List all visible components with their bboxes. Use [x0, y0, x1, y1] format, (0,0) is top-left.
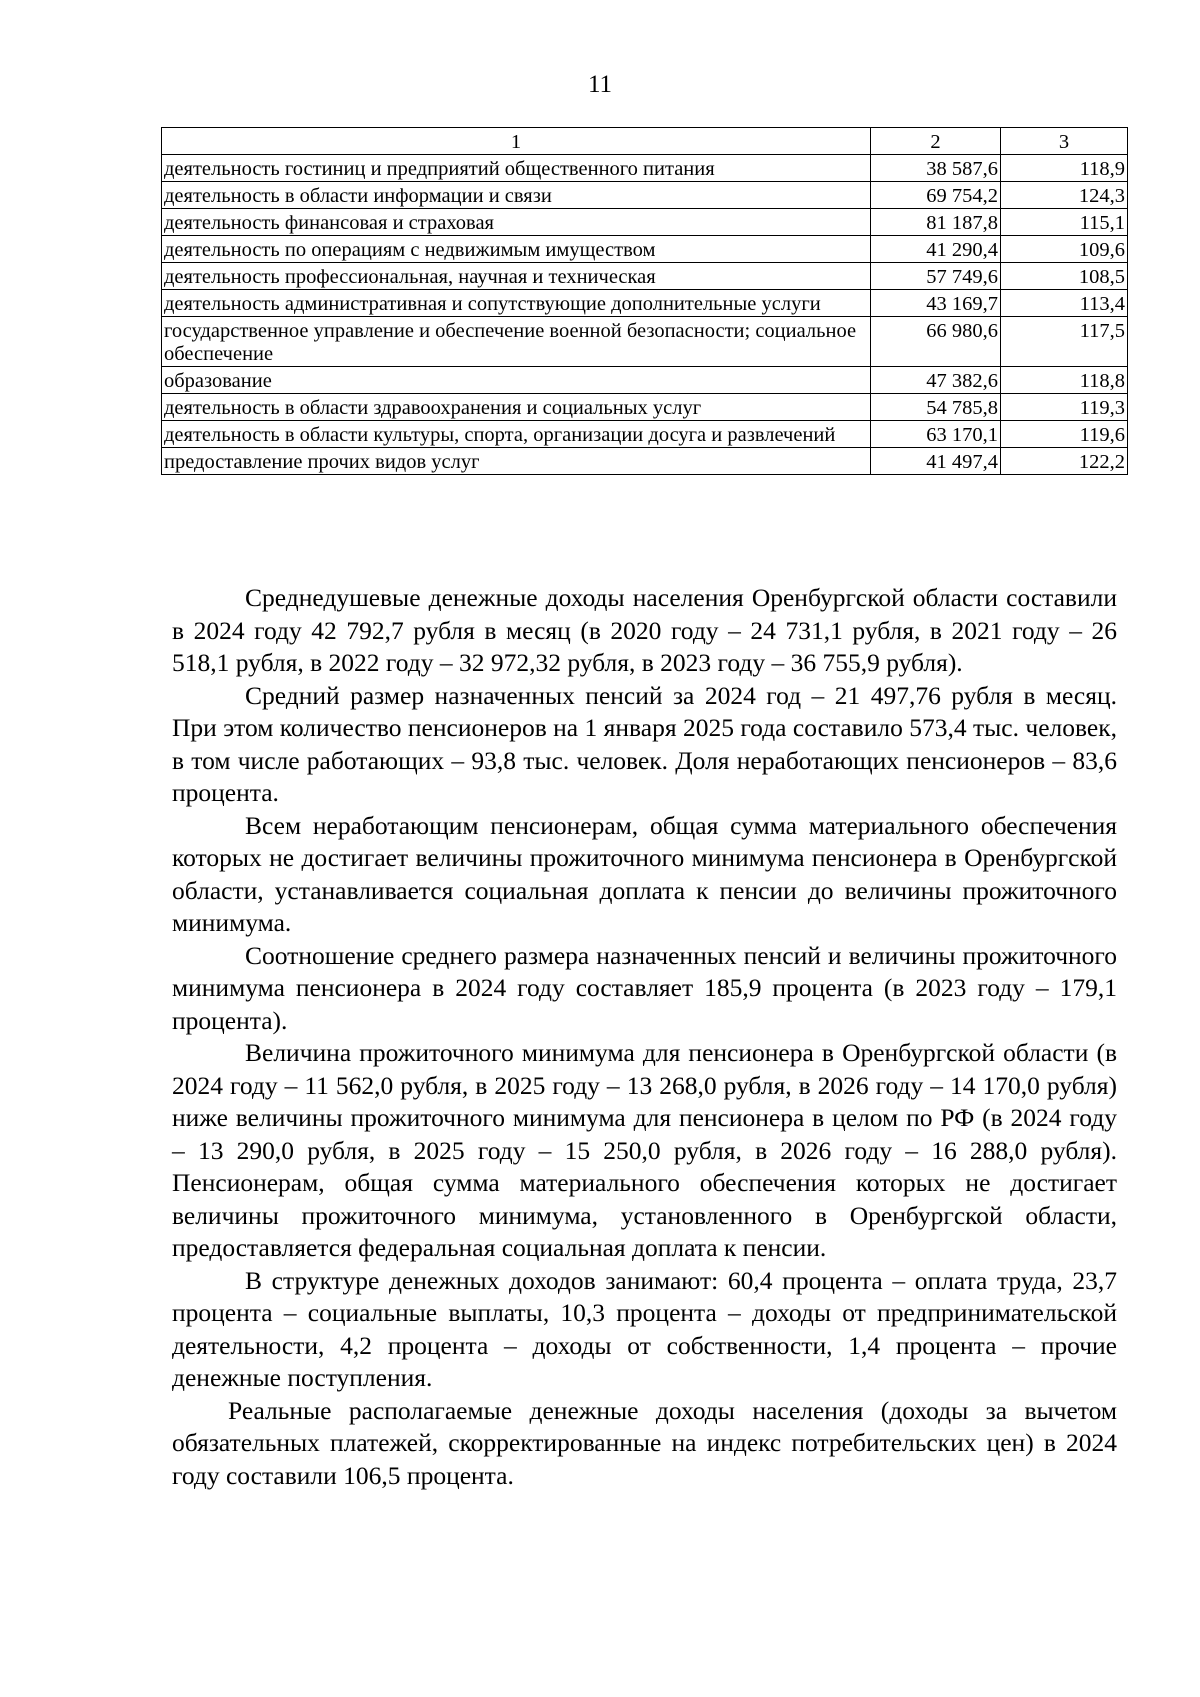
paragraph: В структуре денежных доходов занимают: 60,4 процента – оплата труда, 23,7 процента – социальные выплаты, 10,3 процента – доходы от предпринимательской деятельности, 4,2 процента – доходы от собственности, 1,4 процента – прочие денежные поступления. [172, 1265, 1117, 1392]
activity-label: деятельность в области культуры, спорта, организации досуга и развлечений [162, 421, 871, 448]
table-header-row [162, 128, 1128, 155]
paragraph: Всем неработающим пенсионерам, общая сумма материального обеспечения которых не достигает величины прожиточного минимума пенсионера в Оренбургской области, устанавливается социальная доплата к пенсии до величины прожиточного минимума. [172, 810, 1117, 937]
activity-label: предоставление прочих видов услуг [162, 448, 871, 475]
activity-label: деятельность профессиональная, научная и техническая [162, 263, 871, 290]
index-cell: 119,3 [1001, 394, 1128, 421]
paragraph: Величина прожиточного минимума для пенсионера в Оренбургской области (в 2024 году – 11 562,0 рубля, в 2025 году – 13 268,0 рубля, в 2026 году – 14 170,0 рубля) ниже величины прожиточного минимума для пенсионера в целом по РФ (в 2024 году – 13 290,0 рубля, в 2025 году – 15 250,0 рубля, в 2026 году – 16 288,0 рубля). Пенсионерам, общая сумма материального обеспечения которых не достигает величины прожиточного минимума, установленного в Оренбургской области, предоставляется федеральная социальная доплата к пенсии. [172, 1038, 1117, 1262]
table-row [162, 367, 1128, 394]
value-cell: 63 170,1 [871, 421, 1001, 448]
column-header: 1 [162, 128, 871, 155]
value-cell: 69 754,2 [871, 182, 1001, 209]
table-row [162, 155, 1128, 182]
paragraph: Средний размер назначенных пенсий за 2024 год – 21 497,76 рубля в месяц. При этом количество пенсионеров на 1 января 2025 года составило 573,4 тыс. человек, в том числе работающих – 93,8 тыс. человек. Доля неработающих пенсионеров – 83,6 процента. [172, 680, 1117, 807]
paragraph: Соотношение среднего размера назначенных пенсий и величины прожиточного минимума пенсионера в 2024 году составляет 185,9 процента (в 2023 году – 179,1 процента). [172, 940, 1117, 1035]
table-row [162, 290, 1128, 317]
value-cell: 81 187,8 [871, 209, 1001, 236]
activity-label: деятельность по операциям с недвижимым имуществом [162, 236, 871, 263]
value-cell: 54 785,8 [871, 394, 1001, 421]
activity-label: деятельность гостиниц и предприятий общественного питания [162, 155, 871, 182]
value-cell: 41 290,4 [871, 236, 1001, 263]
activity-label: деятельность финансовая и страховая [162, 209, 871, 236]
activity-label: образование [162, 367, 871, 394]
table-row [162, 236, 1128, 263]
value-cell: 43 169,7 [871, 290, 1001, 317]
table-row [162, 182, 1128, 209]
table-row [162, 317, 1128, 367]
index-cell: 119,6 [1001, 421, 1128, 448]
table-row [162, 263, 1128, 290]
body-text [172, 582, 1117, 1492]
column-header: 2 [871, 128, 1001, 155]
value-cell: 66 980,6 [871, 317, 1001, 367]
paragraph: Среднедушевые денежные доходы населения Оренбургской области составили в 2024 году 42 792,7 рубля в месяц (в 2020 году – 24 731,1 рубля, в 2021 году – 26 518,1 рубля, в 2022 году – 32 972,32 рубля, в 2023 году – 36 755,9 рубля). [172, 583, 1117, 677]
table-row [162, 448, 1128, 475]
index-cell: 109,6 [1001, 236, 1128, 263]
activity-label: деятельность в области информации и связи [162, 182, 871, 209]
index-cell: 108,5 [1001, 263, 1128, 290]
index-cell: 115,1 [1001, 209, 1128, 236]
value-cell: 47 382,6 [871, 367, 1001, 394]
value-cell: 57 749,6 [871, 263, 1001, 290]
paragraph: Реальные располагаемые денежные доходы населения (доходы за вычетом обязательных платежей, скорректированные на индекс потребительских цен) в 2024 году составили 106,5 процента. [172, 1395, 1117, 1490]
page-number: 11 [587, 71, 613, 98]
index-cell: 113,4 [1001, 290, 1128, 317]
table-row [162, 394, 1128, 421]
table-row [162, 209, 1128, 236]
income-table [161, 127, 1128, 475]
index-cell: 122,2 [1001, 448, 1128, 475]
activity-label: деятельность в области здравоохранения и социальных услуг [162, 394, 871, 421]
value-cell: 38 587,6 [871, 155, 1001, 182]
index-cell: 118,8 [1001, 367, 1128, 394]
index-cell: 118,9 [1001, 155, 1128, 182]
index-cell: 124,3 [1001, 182, 1128, 209]
value-cell: 41 497,4 [871, 448, 1001, 475]
activity-label: деятельность административная и сопутствующие дополнительные услуги [162, 290, 871, 317]
table-row [162, 421, 1128, 448]
index-cell: 117,5 [1001, 317, 1128, 367]
column-header: 3 [1001, 128, 1128, 155]
activity-label: государственное управление и обеспечение военной безопасности; социальное обеспечение [162, 317, 871, 367]
